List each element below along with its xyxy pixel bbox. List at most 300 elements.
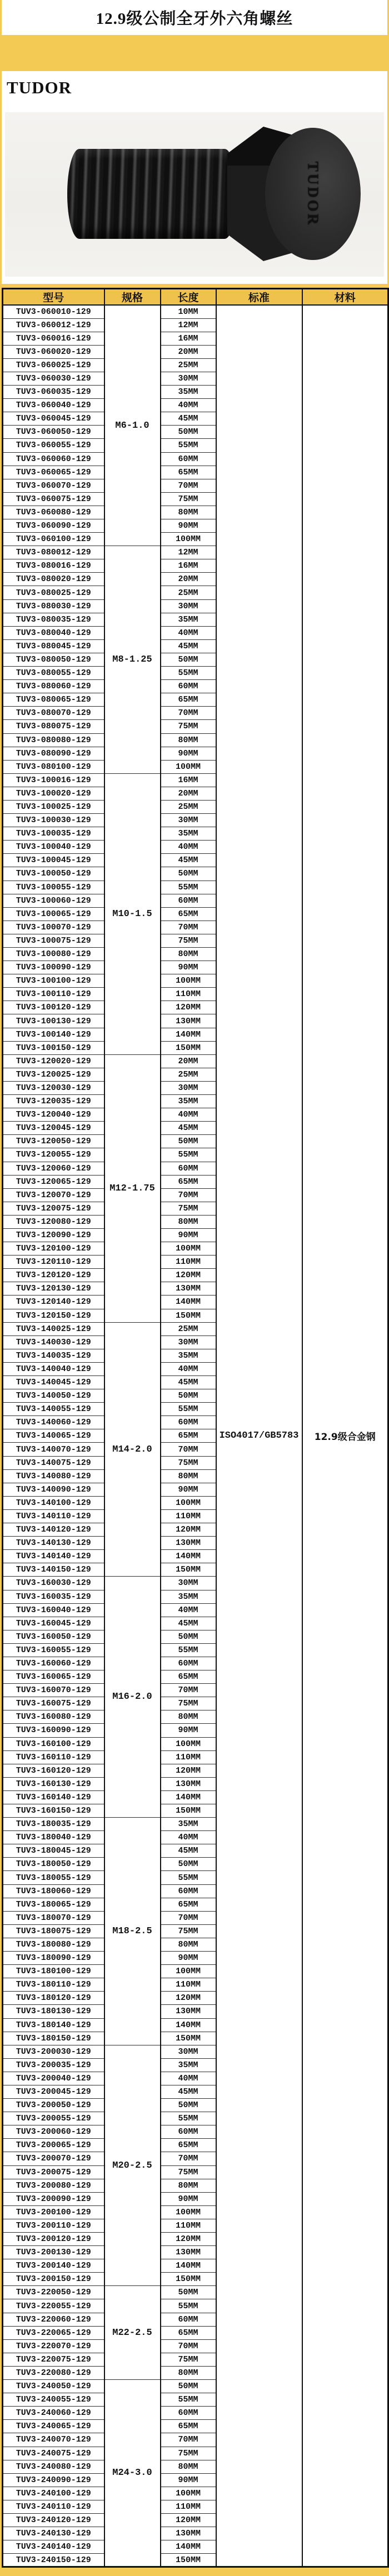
length-cell: 50MM xyxy=(161,2286,216,2299)
model-cell: TUV3-160070-129 xyxy=(3,1684,104,1697)
length-cell: 12MM xyxy=(161,318,216,332)
material-cell: 12.9级合金钢 xyxy=(302,305,388,2567)
length-cell: 80MM xyxy=(161,1938,216,1951)
length-cell: 140MM xyxy=(161,1550,216,1563)
model-cell: TUV3-240120-129 xyxy=(3,2513,104,2527)
length-cell: 80MM xyxy=(161,1469,216,1483)
length-cell: 25MM xyxy=(161,358,216,372)
length-cell: 70MM xyxy=(161,1188,216,1202)
spec-cell: M16-2.0 xyxy=(104,1577,161,1818)
model-cell: TUV3-180040-129 xyxy=(3,1831,104,1844)
bolt-shank-image xyxy=(67,149,237,239)
length-cell: 120MM xyxy=(161,1523,216,1537)
model-cell: TUV3-100040-129 xyxy=(3,841,104,854)
model-cell: TUV3-160120-129 xyxy=(3,1764,104,1777)
length-cell: 25MM xyxy=(161,1322,216,1335)
length-cell: 140MM xyxy=(161,1295,216,1309)
length-cell: 16MM xyxy=(161,332,216,345)
model-cell: TUV3-240130-129 xyxy=(3,2527,104,2540)
length-cell: 150MM xyxy=(161,1041,216,1054)
model-cell: TUV3-140130-129 xyxy=(3,1537,104,1550)
length-cell: 80MM xyxy=(161,2460,216,2473)
length-cell: 10MM xyxy=(161,305,216,318)
model-cell: TUV3-240065-129 xyxy=(3,2420,104,2433)
model-cell: TUV3-060025-129 xyxy=(3,358,104,372)
model-cell: TUV3-220070-129 xyxy=(3,2339,104,2353)
model-cell: TUV3-120110-129 xyxy=(3,1256,104,1269)
model-cell: TUV3-100055-129 xyxy=(3,881,104,894)
model-cell: TUV3-080016-129 xyxy=(3,559,104,573)
length-cell: 55MM xyxy=(161,667,216,680)
length-cell: 65MM xyxy=(161,1175,216,1188)
length-cell: 75MM xyxy=(161,1202,216,1215)
model-cell: TUV3-060070-129 xyxy=(3,479,104,492)
header-row xyxy=(3,289,388,306)
length-cell: 120MM xyxy=(161,1764,216,1777)
model-cell: TUV3-080065-129 xyxy=(3,693,104,707)
length-cell: 55MM xyxy=(161,1871,216,1884)
model-cell: TUV3-140120-129 xyxy=(3,1523,104,1537)
model-cell: TUV3-100035-129 xyxy=(3,827,104,841)
length-cell: 75MM xyxy=(161,2353,216,2366)
length-cell: 60MM xyxy=(161,894,216,907)
length-cell: 75MM xyxy=(161,720,216,733)
spec-cell: M18-2.5 xyxy=(104,1818,161,2045)
model-cell: TUV3-180070-129 xyxy=(3,1911,104,1924)
length-cell: 55MM xyxy=(161,1403,216,1416)
model-cell: TUV3-060012-129 xyxy=(3,318,104,332)
model-cell: TUV3-080090-129 xyxy=(3,747,104,760)
model-cell: TUV3-060016-129 xyxy=(3,332,104,345)
model-cell: TUV3-200075-129 xyxy=(3,2165,104,2179)
length-cell: 45MM xyxy=(161,639,216,653)
model-cell: TUV3-160030-129 xyxy=(3,1577,104,1590)
model-cell: TUV3-060065-129 xyxy=(3,466,104,479)
length-cell: 100MM xyxy=(161,1242,216,1256)
length-cell: 60MM xyxy=(161,680,216,693)
model-cell: TUV3-100030-129 xyxy=(3,814,104,827)
model-cell: TUV3-240080-129 xyxy=(3,2460,104,2473)
length-cell: 70MM xyxy=(161,921,216,934)
model-cell: TUV3-060090-129 xyxy=(3,519,104,533)
model-cell: TUV3-120050-129 xyxy=(3,1135,104,1148)
length-cell: 120MM xyxy=(161,1992,216,2005)
model-cell: TUV3-060080-129 xyxy=(3,506,104,519)
length-cell: 50MM xyxy=(161,653,216,666)
product-table xyxy=(2,288,389,2568)
model-cell: TUV3-120140-129 xyxy=(3,1295,104,1309)
model-cell: TUV3-060060-129 xyxy=(3,452,104,466)
length-cell: 30MM xyxy=(161,599,216,613)
length-cell: 90MM xyxy=(161,747,216,760)
length-cell: 40MM xyxy=(161,841,216,854)
length-cell: 25MM xyxy=(161,800,216,813)
model-cell: TUV3-080055-129 xyxy=(3,667,104,680)
model-cell: TUV3-100060-129 xyxy=(3,894,104,907)
length-cell: 35MM xyxy=(161,2058,216,2072)
length-cell: 55MM xyxy=(161,1643,216,1657)
table-header xyxy=(3,289,388,306)
model-cell: TUV3-200140-129 xyxy=(3,2259,104,2273)
model-cell: TUV3-120020-129 xyxy=(3,1054,104,1068)
length-cell: 65MM xyxy=(161,1670,216,1684)
length-cell: 120MM xyxy=(161,1001,216,1014)
col-header-material: 材料 xyxy=(302,289,388,306)
length-cell: 90MM xyxy=(161,1228,216,1242)
spec-cell: M10-1.5 xyxy=(104,773,161,1054)
model-cell: TUV3-240150-129 xyxy=(3,2554,104,2567)
length-cell: 60MM xyxy=(161,452,216,466)
model-cell: TUV3-180100-129 xyxy=(3,1965,104,1978)
length-cell: 60MM xyxy=(161,1416,216,1429)
length-cell: 130MM xyxy=(161,2005,216,2018)
spec-cell: M22-2.5 xyxy=(104,2286,161,2380)
model-cell: TUV3-140100-129 xyxy=(3,1496,104,1509)
model-cell: TUV3-180075-129 xyxy=(3,1924,104,1938)
length-cell: 20MM xyxy=(161,573,216,586)
length-cell: 12MM xyxy=(161,546,216,559)
model-cell: TUV3-140070-129 xyxy=(3,1443,104,1456)
length-cell: 60MM xyxy=(161,2407,216,2420)
length-cell: 80MM xyxy=(161,2366,216,2379)
model-cell: TUV3-180140-129 xyxy=(3,2018,104,2032)
model-cell: TUV3-220055-129 xyxy=(3,2299,104,2313)
length-cell: 30MM xyxy=(161,2045,216,2058)
model-cell: TUV3-240075-129 xyxy=(3,2447,104,2460)
table-row xyxy=(3,305,388,318)
model-cell: TUV3-060075-129 xyxy=(3,492,104,506)
title-band xyxy=(2,0,387,35)
model-cell: TUV3-200100-129 xyxy=(3,2205,104,2219)
length-cell: 100MM xyxy=(161,1965,216,1978)
bolt-head-face-image xyxy=(265,128,361,260)
model-cell: TUV3-160060-129 xyxy=(3,1657,104,1670)
model-cell: TUV3-180065-129 xyxy=(3,1898,104,1911)
length-cell: 70MM xyxy=(161,2433,216,2447)
length-cell: 55MM xyxy=(161,2299,216,2313)
length-cell: 100MM xyxy=(161,2205,216,2219)
length-cell: 40MM xyxy=(161,2072,216,2085)
length-cell: 90MM xyxy=(161,1483,216,1496)
model-cell: TUV3-080070-129 xyxy=(3,707,104,720)
spec-cell: M14-2.0 xyxy=(104,1322,161,1577)
length-cell: 90MM xyxy=(161,1724,216,1737)
model-cell: TUV3-160055-129 xyxy=(3,1643,104,1657)
length-cell: 25MM xyxy=(161,1068,216,1081)
length-cell: 40MM xyxy=(161,399,216,412)
model-cell: TUV3-240140-129 xyxy=(3,2540,104,2554)
model-cell: TUV3-180130-129 xyxy=(3,2005,104,2018)
length-cell: 40MM xyxy=(161,1831,216,1844)
model-cell: TUV3-180055-129 xyxy=(3,1871,104,1884)
model-cell: TUV3-160050-129 xyxy=(3,1630,104,1643)
length-cell: 70MM xyxy=(161,479,216,492)
length-cell: 45MM xyxy=(161,1844,216,1858)
length-cell: 150MM xyxy=(161,2273,216,2286)
length-cell: 120MM xyxy=(161,1269,216,1282)
model-cell: TUV3-140045-129 xyxy=(3,1376,104,1389)
length-cell: 35MM xyxy=(161,1349,216,1362)
model-cell: TUV3-120075-129 xyxy=(3,1202,104,1215)
length-cell: 40MM xyxy=(161,1603,216,1617)
length-cell: 55MM xyxy=(161,2112,216,2125)
length-cell: 35MM xyxy=(161,1095,216,1108)
model-cell: TUV3-100075-129 xyxy=(3,934,104,947)
model-cell: TUV3-080100-129 xyxy=(3,760,104,773)
model-cell: TUV3-200035-129 xyxy=(3,2058,104,2072)
length-cell: 50MM xyxy=(161,1135,216,1148)
model-cell: TUV3-180045-129 xyxy=(3,1844,104,1858)
model-cell: TUV3-060045-129 xyxy=(3,412,104,426)
model-cell: TUV3-180080-129 xyxy=(3,1938,104,1951)
model-cell: TUV3-220050-129 xyxy=(3,2286,104,2299)
length-cell: 110MM xyxy=(161,1750,216,1764)
model-cell: TUV3-140090-129 xyxy=(3,1483,104,1496)
model-cell: TUV3-080080-129 xyxy=(3,733,104,747)
length-cell: 65MM xyxy=(161,1898,216,1911)
model-cell: TUV3-240110-129 xyxy=(3,2500,104,2513)
length-cell: 70MM xyxy=(161,2339,216,2353)
model-cell: TUV3-120065-129 xyxy=(3,1175,104,1188)
length-cell: 70MM xyxy=(161,707,216,720)
model-cell: TUV3-120130-129 xyxy=(3,1282,104,1295)
length-cell: 110MM xyxy=(161,2500,216,2513)
length-cell: 110MM xyxy=(161,2219,216,2232)
model-cell: TUV3-200040-129 xyxy=(3,2072,104,2085)
length-cell: 75MM xyxy=(161,1456,216,1469)
model-cell: TUV3-180060-129 xyxy=(3,1884,104,1898)
length-cell: 50MM xyxy=(161,1630,216,1643)
length-cell: 50MM xyxy=(161,2099,216,2112)
model-cell: TUV3-160150-129 xyxy=(3,1804,104,1818)
model-cell: TUV3-180110-129 xyxy=(3,1978,104,1992)
model-cell: TUV3-140065-129 xyxy=(3,1429,104,1443)
length-cell: 45MM xyxy=(161,2085,216,2098)
length-cell: 60MM xyxy=(161,1657,216,1670)
length-cell: 65MM xyxy=(161,2139,216,2152)
model-cell: TUV3-200055-129 xyxy=(3,2112,104,2125)
standard-cell: ISO4017/GB5783 xyxy=(216,305,302,2567)
model-cell: TUV3-240060-129 xyxy=(3,2407,104,2420)
length-cell: 100MM xyxy=(161,1496,216,1509)
model-cell: TUV3-080025-129 xyxy=(3,586,104,599)
model-cell: TUV3-140150-129 xyxy=(3,1563,104,1577)
model-cell: TUV3-180090-129 xyxy=(3,1952,104,1965)
spec-cell: M24-3.0 xyxy=(104,2380,161,2567)
length-cell: 130MM xyxy=(161,2527,216,2540)
length-cell: 50MM xyxy=(161,867,216,881)
model-cell: TUV3-060020-129 xyxy=(3,345,104,358)
model-cell: TUV3-200110-129 xyxy=(3,2219,104,2232)
product-panel xyxy=(2,71,387,284)
model-cell: TUV3-200080-129 xyxy=(3,2179,104,2192)
model-cell: TUV3-140075-129 xyxy=(3,1456,104,1469)
model-cell: TUV3-100016-129 xyxy=(3,773,104,787)
length-cell: 150MM xyxy=(161,1804,216,1818)
brand-logo: TUDOR xyxy=(7,78,72,97)
model-cell: TUV3-140060-129 xyxy=(3,1416,104,1429)
model-cell: TUV3-200045-129 xyxy=(3,2085,104,2098)
length-cell: 130MM xyxy=(161,1777,216,1790)
model-cell: TUV3-120060-129 xyxy=(3,1162,104,1175)
model-cell: TUV3-220075-129 xyxy=(3,2353,104,2366)
model-cell: TUV3-060035-129 xyxy=(3,386,104,399)
spec-cell: M12-1.75 xyxy=(104,1054,161,1322)
model-cell: TUV3-140050-129 xyxy=(3,1389,104,1403)
model-cell: TUV3-080075-129 xyxy=(3,720,104,733)
model-cell: TUV3-100025-129 xyxy=(3,800,104,813)
length-cell: 50MM xyxy=(161,426,216,439)
model-cell: TUV3-180150-129 xyxy=(3,2032,104,2045)
model-cell: TUV3-100100-129 xyxy=(3,974,104,988)
length-cell: 90MM xyxy=(161,1952,216,1965)
model-cell: TUV3-100065-129 xyxy=(3,907,104,921)
length-cell: 120MM xyxy=(161,2513,216,2527)
model-cell: TUV3-060100-129 xyxy=(3,533,104,546)
length-cell: 55MM xyxy=(161,439,216,452)
length-cell: 110MM xyxy=(161,1509,216,1523)
page-title: 12.9级公制全牙外六角螺丝 xyxy=(96,10,293,28)
length-cell: 80MM xyxy=(161,1710,216,1724)
length-cell: 100MM xyxy=(161,760,216,773)
model-cell: TUV3-120080-129 xyxy=(3,1215,104,1228)
length-cell: 35MM xyxy=(161,613,216,626)
length-cell: 150MM xyxy=(161,2032,216,2045)
model-cell: TUV3-120055-129 xyxy=(3,1148,104,1162)
model-cell: TUV3-100130-129 xyxy=(3,1014,104,1028)
length-cell: 35MM xyxy=(161,1818,216,1831)
model-cell: TUV3-240090-129 xyxy=(3,2473,104,2487)
col-header-spec: 规格 xyxy=(104,289,161,306)
length-cell: 80MM xyxy=(161,948,216,961)
model-cell: TUV3-160075-129 xyxy=(3,1697,104,1710)
length-cell: 50MM xyxy=(161,2380,216,2393)
model-cell: TUV3-120030-129 xyxy=(3,1081,104,1094)
model-cell: TUV3-160080-129 xyxy=(3,1710,104,1724)
model-cell: TUV3-100090-129 xyxy=(3,961,104,974)
model-cell: TUV3-080035-129 xyxy=(3,613,104,626)
model-cell: TUV3-140025-129 xyxy=(3,1322,104,1335)
length-cell: 65MM xyxy=(161,693,216,707)
model-cell: TUV3-180035-129 xyxy=(3,1818,104,1831)
model-cell: TUV3-200090-129 xyxy=(3,2192,104,2205)
length-cell: 75MM xyxy=(161,2165,216,2179)
model-cell: TUV3-160045-129 xyxy=(3,1617,104,1630)
model-cell: TUV3-100140-129 xyxy=(3,1028,104,1041)
model-cell: TUV3-160100-129 xyxy=(3,1737,104,1750)
model-cell: TUV3-220065-129 xyxy=(3,2326,104,2339)
length-cell: 140MM xyxy=(161,2540,216,2554)
model-cell: TUV3-240070-129 xyxy=(3,2433,104,2447)
length-cell: 110MM xyxy=(161,1978,216,1992)
length-cell: 110MM xyxy=(161,1256,216,1269)
model-cell: TUV3-140055-129 xyxy=(3,1403,104,1416)
col-header-model: 型号 xyxy=(3,289,104,306)
length-cell: 35MM xyxy=(161,827,216,841)
model-cell: TUV3-220080-129 xyxy=(3,2366,104,2379)
model-cell: TUV3-160035-129 xyxy=(3,1590,104,1603)
length-cell: 90MM xyxy=(161,961,216,974)
length-cell: 130MM xyxy=(161,2246,216,2259)
model-cell: TUV3-180050-129 xyxy=(3,1858,104,1871)
length-cell: 100MM xyxy=(161,533,216,546)
model-cell: TUV3-240055-129 xyxy=(3,2393,104,2407)
length-cell: 80MM xyxy=(161,506,216,519)
model-cell: TUV3-200150-129 xyxy=(3,2273,104,2286)
spec-cell: M6-1.0 xyxy=(104,305,161,546)
spec-cell: M8-1.25 xyxy=(104,546,161,774)
length-cell: 70MM xyxy=(161,1443,216,1456)
model-cell: TUV3-080050-129 xyxy=(3,653,104,666)
model-cell: TUV3-140035-129 xyxy=(3,1349,104,1362)
length-cell: 60MM xyxy=(161,1162,216,1175)
length-cell: 65MM xyxy=(161,1429,216,1443)
model-cell: TUV3-060055-129 xyxy=(3,439,104,452)
length-cell: 40MM xyxy=(161,1108,216,1122)
length-cell: 150MM xyxy=(161,1309,216,1322)
spec-cell: M20-2.5 xyxy=(104,2045,161,2286)
model-cell: TUV3-200065-129 xyxy=(3,2139,104,2152)
product-photo xyxy=(5,112,384,277)
length-cell: 30MM xyxy=(161,372,216,385)
model-cell: TUV3-200060-129 xyxy=(3,2125,104,2139)
length-cell: 100MM xyxy=(161,1737,216,1750)
model-cell: TUV3-100020-129 xyxy=(3,787,104,800)
length-cell: 16MM xyxy=(161,559,216,573)
length-cell: 45MM xyxy=(161,854,216,867)
length-cell: 50MM xyxy=(161,1389,216,1403)
model-cell: TUV3-100080-129 xyxy=(3,948,104,961)
model-cell: TUV3-140030-129 xyxy=(3,1335,104,1349)
model-cell: TUV3-120045-129 xyxy=(3,1122,104,1135)
length-cell: 45MM xyxy=(161,1376,216,1389)
model-cell: TUV3-160065-129 xyxy=(3,1670,104,1684)
model-cell: TUV3-160040-129 xyxy=(3,1603,104,1617)
table-body xyxy=(3,305,388,2567)
length-cell: 70MM xyxy=(161,1684,216,1697)
model-cell: TUV3-200120-129 xyxy=(3,2233,104,2246)
length-cell: 75MM xyxy=(161,934,216,947)
model-cell: TUV3-100150-129 xyxy=(3,1041,104,1054)
length-cell: 35MM xyxy=(161,386,216,399)
model-cell: TUV3-080012-129 xyxy=(3,546,104,559)
model-cell: TUV3-160110-129 xyxy=(3,1750,104,1764)
length-cell: 70MM xyxy=(161,1911,216,1924)
model-cell: TUV3-120100-129 xyxy=(3,1242,104,1256)
model-cell: TUV3-100045-129 xyxy=(3,854,104,867)
length-cell: 50MM xyxy=(161,1858,216,1871)
model-cell: TUV3-160140-129 xyxy=(3,1790,104,1804)
length-cell: 30MM xyxy=(161,1335,216,1349)
length-cell: 130MM xyxy=(161,1282,216,1295)
length-cell: 80MM xyxy=(161,733,216,747)
model-cell: TUV3-220060-129 xyxy=(3,2313,104,2326)
length-cell: 130MM xyxy=(161,1537,216,1550)
length-cell: 65MM xyxy=(161,466,216,479)
length-cell: 65MM xyxy=(161,2326,216,2339)
length-cell: 90MM xyxy=(161,2473,216,2487)
model-cell: TUV3-120040-129 xyxy=(3,1108,104,1122)
length-cell: 40MM xyxy=(161,626,216,639)
length-cell: 90MM xyxy=(161,2192,216,2205)
length-cell: 130MM xyxy=(161,1014,216,1028)
model-cell: TUV3-120150-129 xyxy=(3,1309,104,1322)
model-cell: TUV3-060030-129 xyxy=(3,372,104,385)
length-cell: 65MM xyxy=(161,907,216,921)
length-cell: 45MM xyxy=(161,1617,216,1630)
bolt-engraving-text: TUDOR xyxy=(305,161,322,227)
model-cell: TUV3-060040-129 xyxy=(3,399,104,412)
